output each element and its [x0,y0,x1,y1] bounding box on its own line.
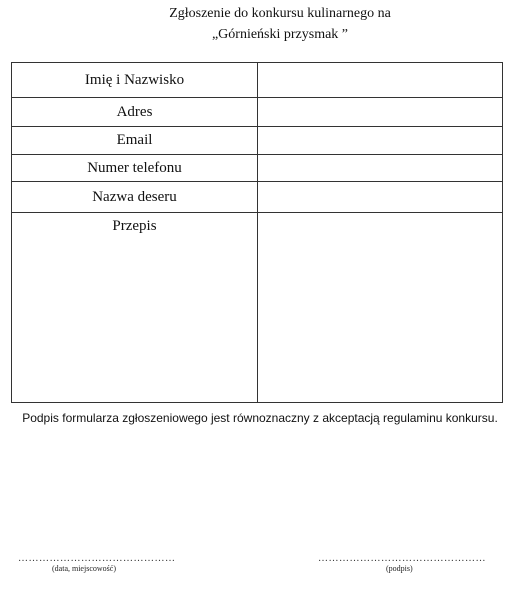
field-label-cell [12,213,258,403]
field-input-name[interactable] [258,63,503,98]
date-place-caption: (data, miejscowość) [52,564,116,573]
terms-note: Podpis formularza zgłoszeniowego jest równoznaczny z akceptacją regulaminu konkursu. [22,411,498,425]
signature-line[interactable]: ………………………………………… [318,553,486,564]
field-input-dessert[interactable] [258,182,503,213]
entry-form-table [11,62,503,403]
field-input-phone[interactable] [258,155,503,182]
field-label-name: Imię i Nazwisko [84,71,185,88]
date-place-signature-line[interactable]: ……………………………………… [18,553,176,564]
field-input-address[interactable] [258,98,503,127]
field-label-recipe: Przepis [112,218,157,234]
field-label-phone: Numer telefonu [87,159,182,176]
field-label-cell [12,182,258,213]
form-row-email [12,127,503,155]
form-row-address [12,98,503,127]
field-label-dessert: Nazwa deseru [92,188,177,205]
form-row-phone [12,155,503,182]
field-label-cell [12,98,258,127]
form-title-line1: Zgłoszenie do konkursu kulinarnego na [169,6,391,21]
form-title-line2: „Górnieński przysmak ” [211,27,349,42]
field-label-cell [12,155,258,182]
field-label-email: Email [116,132,153,148]
field-input-email[interactable] [258,127,503,155]
field-label-cell [12,63,258,98]
field-label-address: Adres [116,103,153,120]
field-input-recipe[interactable] [258,213,503,403]
form-row-name [12,63,503,98]
field-label-cell [12,127,258,155]
form-row-dessert [12,182,503,213]
signature-caption: (podpis) [386,564,413,573]
form-row-recipe [12,213,503,403]
